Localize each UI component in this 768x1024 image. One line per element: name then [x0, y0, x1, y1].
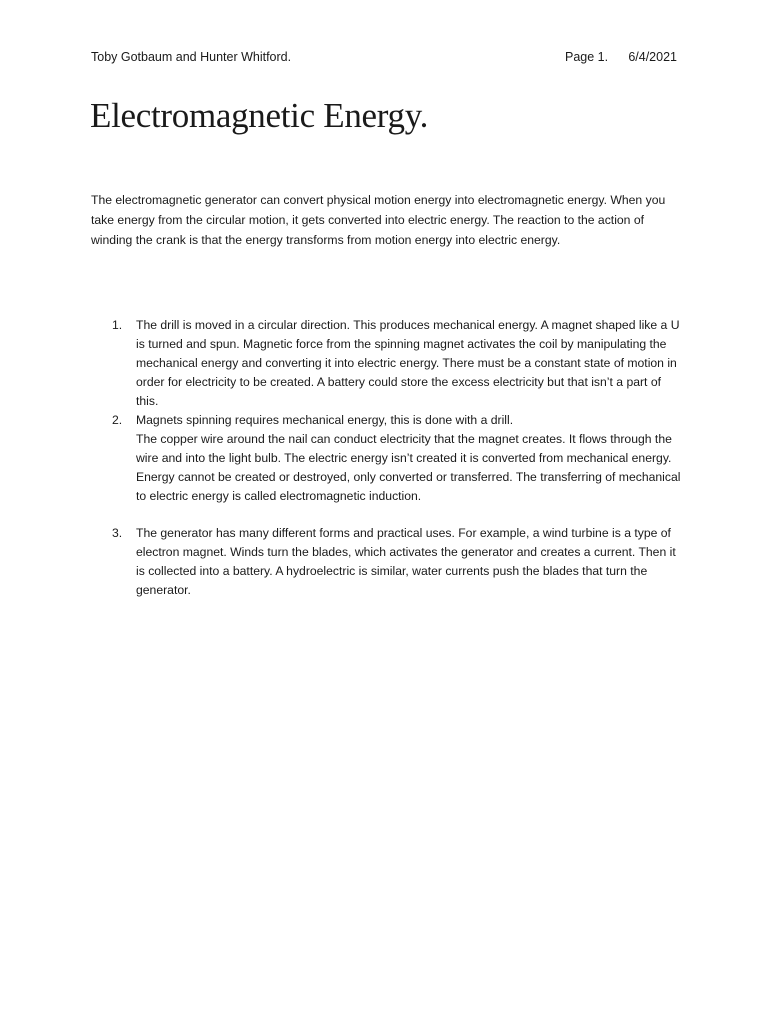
document-title: Electromagnetic Energy. [90, 96, 429, 135]
header-date: 6/4/2021 [628, 50, 677, 64]
list-item-number: 2. [112, 413, 123, 427]
header-page-number: Page 1. [565, 50, 609, 64]
list-item-2 [91, 411, 683, 506]
header-authors: Toby Gotbaum and Hunter Whitford. [91, 50, 292, 64]
intro-paragraph: The electromagnetic generator can convert physical motion energy into electromagnetic energy. When you take energy from the circular motion, it gets converted into electric energy. The reaction to the action of winding the crank is that the energy transforms from motion energy into electric energy. [91, 193, 666, 247]
list-item-text-line1: Magnets spinning requires mechanical energy, this is done with a drill. [136, 413, 514, 427]
list-spacer [91, 506, 683, 524]
list-item-number: 1. [112, 318, 123, 332]
list-item-text-line2: The copper wire around the nail can conduct electricity that the magnet creates. It flows through the wire and into the light bulb. The electric energy isn’t created it is converted from mechanical energy. Energy cannot be created or destroyed, only converted or transferred. The transferring of mechanical to electric energy is called electromagnetic induction. [136, 432, 681, 503]
list-item-number: 3. [112, 526, 123, 540]
list-item-text: The drill is moved in a circular direction. This produces mechanical energy. A magnet shaped like a U is turned and spun. Magnetic force from the spinning magnet activates the coil by manipulating the mechanical energy and converting it into electric energy. There must be a constant state of motion in order for electricity to be created. A battery could store the excess electricity but that isn’t a part of this. [136, 318, 680, 408]
list-item-text: The generator has many different forms and practical uses. For example, a wind turbine is a type of electron magnet. Winds turn the blades, which activates the generator and creates a current. Then it is collected into a battery. A hydroelectric is similar, water currents push the blades that turn the generator. [136, 526, 676, 597]
page-header [91, 48, 681, 66]
list-item-3 [91, 524, 683, 600]
list-item-1 [91, 316, 683, 411]
numbered-list [91, 316, 683, 600]
